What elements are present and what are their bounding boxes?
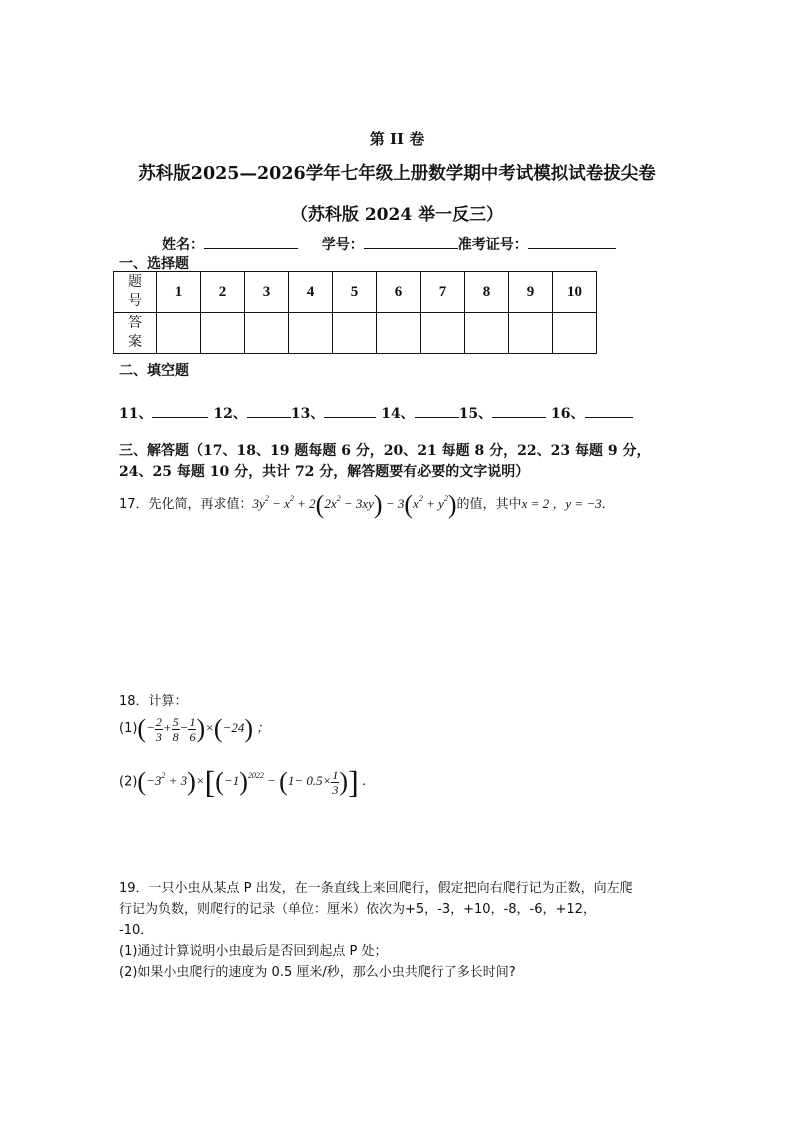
name-label: 姓名： (162, 237, 204, 253)
blank-label: 14、 (381, 406, 415, 422)
question-number-cell: 2 (201, 272, 245, 313)
question-19-part2: (2)如果小虫爬行的速度为 0.5 厘米/秒，那么小虫共爬行了多长时间? (119, 965, 516, 980)
question-number-cell: 5 (333, 272, 377, 313)
question-number-cell: 4 (289, 272, 333, 313)
volume-label: 第 II 卷 (369, 130, 425, 148)
answer-cell[interactable] (465, 313, 509, 354)
section-solve-heading-line2: 24、25 每题 10 分，共计 72 分，解答题要有必要的文字说明） (119, 464, 530, 480)
question-19-line3: -10． (119, 923, 154, 938)
question-18-title: 18．计算： (119, 694, 188, 709)
section-fill-heading: 二、填空题 (119, 363, 189, 379)
question-19-part1: (1)通过计算说明小虫最后是否回到起点 P 处； (119, 944, 388, 959)
student-id-label: 学号： (321, 237, 364, 253)
blank-label: 11、 (119, 406, 153, 422)
blank-field[interactable] (585, 402, 633, 418)
question-18-part2 (119, 764, 375, 801)
q18-expression-2: $(-3^2 + 3)\times[(-1)^{2022} - (1- 0.5\times$ $\frac{1}{3}$ )] ． (137, 764, 375, 800)
answer-cell[interactable] (553, 313, 597, 354)
student-info (162, 233, 616, 254)
part-label: (1) (119, 720, 138, 736)
question-number-cell: 9 (509, 272, 553, 313)
q18-expression-1: (− $\frac{2}{3}$ + $\frac{5}{8}$ − $\frac{1}{6}$ )×(−24) ； (137, 714, 270, 744)
name-field[interactable] (204, 233, 298, 249)
answer-cell[interactable] (509, 313, 553, 354)
row-label-number: 题 号 (114, 272, 157, 313)
answer-cell[interactable] (377, 313, 421, 354)
question-19-line1: 19．一只小虫从某点 P 出发，在一条直线上来回爬行，假定把向右爬行记为正数，向左爬 (119, 881, 633, 896)
answer-cell[interactable] (289, 313, 333, 354)
blank-label: 16、 (551, 406, 585, 422)
answer-cell[interactable] (201, 313, 245, 354)
student-id-field[interactable] (364, 233, 458, 249)
answer-cell[interactable] (157, 313, 201, 354)
question-18-part1 (119, 714, 269, 744)
question-number-cell: 6 (377, 272, 421, 313)
blank-field[interactable] (324, 402, 376, 418)
section-choice-heading: 一、选择题 (119, 256, 189, 272)
question-number-cell: 1 (157, 272, 201, 313)
answer-table (113, 271, 597, 354)
question-19-line2: 行记为负数，则爬行的记录（单位：厘米）依次为+5，-3，+10，-8，-6，+12， (119, 902, 596, 917)
table-row (114, 272, 597, 313)
blank-field[interactable] (247, 402, 291, 418)
q17-condition: x = 2 ，y = −3 (521, 495, 602, 511)
page-subtitle: （苏科版 2024 举一反三） (290, 205, 504, 225)
section-solve-heading-line1: 三、解答题（17、18、19 题每题 6 分，20、21 每题 8 分，22、23 每题 9 分， (119, 443, 651, 459)
blank-field[interactable] (415, 402, 459, 418)
blank-label: 15、 (458, 406, 493, 422)
blank-label: 12、 (213, 406, 247, 422)
question-17 (119, 490, 615, 520)
q17-suffix: 的值，其中 (456, 496, 522, 512)
table-row (114, 313, 597, 354)
blank-field[interactable] (492, 402, 546, 418)
q17-expression: $3y^2 - x^2 + 2(2x^2 - 3xy) - 3(x^2 + y^2)$ (252, 490, 457, 519)
page-title: 苏科版2025—2026学年七年级上册数学期中考试模拟试卷拔尖卷 (138, 164, 656, 184)
blank-label: 13、 (290, 406, 325, 422)
answer-cell[interactable] (245, 313, 289, 354)
blank-field[interactable] (152, 402, 208, 418)
answer-cell[interactable] (333, 313, 377, 354)
fill-blank-line (119, 402, 633, 423)
answer-cell[interactable] (421, 313, 465, 354)
q17-prefix: 17．先化简，再求值： (119, 496, 253, 512)
question-number-cell: 7 (421, 272, 465, 313)
question-number-cell: 3 (245, 272, 289, 313)
row-label-answer: 答 案 (114, 313, 157, 354)
q17-tail: ． (601, 496, 615, 512)
part-label: (2) (119, 774, 138, 790)
exam-no-label: 准考证号： (457, 237, 528, 253)
question-number-cell: 8 (465, 272, 509, 313)
exam-no-field[interactable] (528, 233, 616, 249)
question-number-cell: 10 (553, 272, 597, 313)
